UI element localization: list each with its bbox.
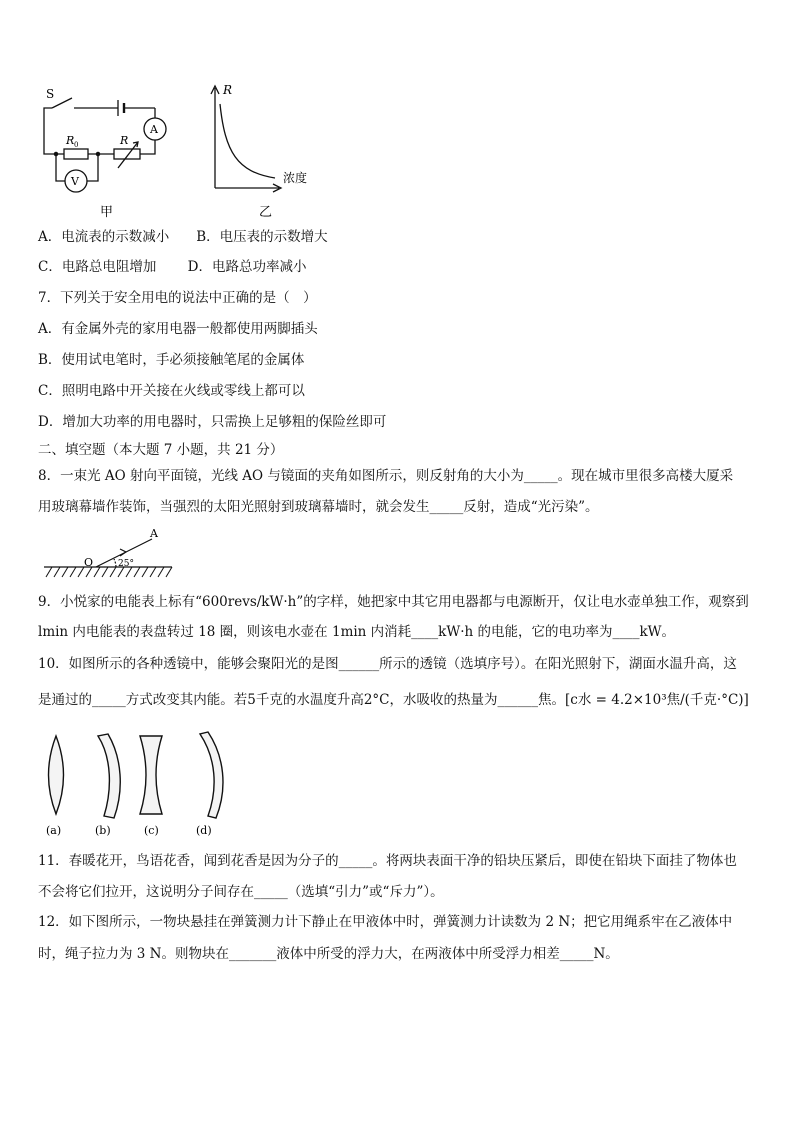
q7-option-c: C．照明电路中开关接在火线或零线上都可以 [38,383,305,399]
q11-line-2: 不会将它们拉开，这说明分子间存在_____（选填“引力”或“斥力”）。 [38,884,444,900]
q8-line-2: 用玻璃幕墙作装饰，当强烈的太阳光照射到玻璃幕墙时，就会发生_____反射，造成“光污染”。 [38,499,599,515]
r0-subscript: 0 [74,141,79,149]
lens-label-c: (c) [144,824,159,837]
q7-option-d: D．增加大功率的用电器时，只需换上足够粗的保险丝即可 [38,414,387,430]
q9-line-1: 9．小悦家的电能表上标有“600revs/kW·h”的字样，她把家中其它用电器都与电源断开，仅让电水壶单独工作，观察到 [38,594,749,610]
resistance-concentration-graph [205,82,325,218]
q10-line-2: 是通过的_____方式改变其内能。若5千克的水温度升高2°C，水吸收的热量为______焦。[c水 = 4.2×10³焦/(千克·°C)] [38,692,749,708]
q6-options-row-1: A．电流表的示数减小 B．电压表的示数增大 [38,229,328,245]
circuit-diagram [38,84,178,220]
q11-line-1: 11．春暖花开，鸟语花香，闻到花香是因为分子的_____。将两块表面干净的铅块压紧后，即使在铅块下面挂了物体也 [38,853,737,869]
ammeter-label: A [150,123,158,136]
q8-line-1: 8．一束光 AO 射向平面镜，光线 AO 与镜面的夹角如图所示，则反射角的大小为_____。现在城市里很多高楼大厦采 [38,468,734,484]
graph-x-label: 浓度 [283,171,308,185]
q12-line-2: 时，绳子拉力为 3 N。则物块在_______液体中所受的浮力大，在两液体中所受浮力相差_____N。 [38,946,619,962]
q10-line-1: 10．如图所示的各种透镜中，能够会聚阳光的是图______所示的透镜（选填序号）。在阳光照射下，湖面水温升高，这 [38,656,737,672]
lenses-diagram [40,730,230,838]
angle-label: 25° [118,559,134,569]
q7-option-b: B．使用试电笔时，手必须接触笔尾的金属体 [38,352,305,368]
r0-label: R [66,134,75,147]
figure-jia-caption: 甲 [100,205,114,220]
switch-label: S [46,87,55,101]
q6-options-row-2: C．电路总电阻增加 D．电路总功率减小 [38,259,307,275]
incidence-point-o: O [84,556,94,569]
section-heading: 二、填空题（本大题 7 小题，共 21 分） [38,442,284,458]
lens-label-a: (a) [46,824,62,837]
ray-point-a: A [150,527,158,540]
q12-line-1: 12．如下图所示，一物块悬挂在弹簧测力计下静止在甲液体中时，弹簧测力计读数为 2 N；把它用绳系牢在乙液体中 [38,914,733,930]
voltmeter-label: V [71,175,79,188]
q7-option-a: A．有金属外壳的家用电器一般都使用两脚插头 [38,321,318,337]
q7-stem: 7．下列关于安全用电的说法中正确的是（ ） [38,290,317,306]
lens-label-d: (d) [196,824,212,837]
q9-line-2: lmin 内电能表的表盘转过 18 圈，则该电水壶在 1min 内消耗____kW·h 的电能，它的电功率为____kW。 [38,624,676,640]
graph-y-label: R [223,83,233,97]
lens-label-b: (b) [95,824,111,837]
figure-yi-caption: 乙 [259,205,273,218]
r-label: R [120,134,129,147]
mirror-diagram [40,525,180,583]
